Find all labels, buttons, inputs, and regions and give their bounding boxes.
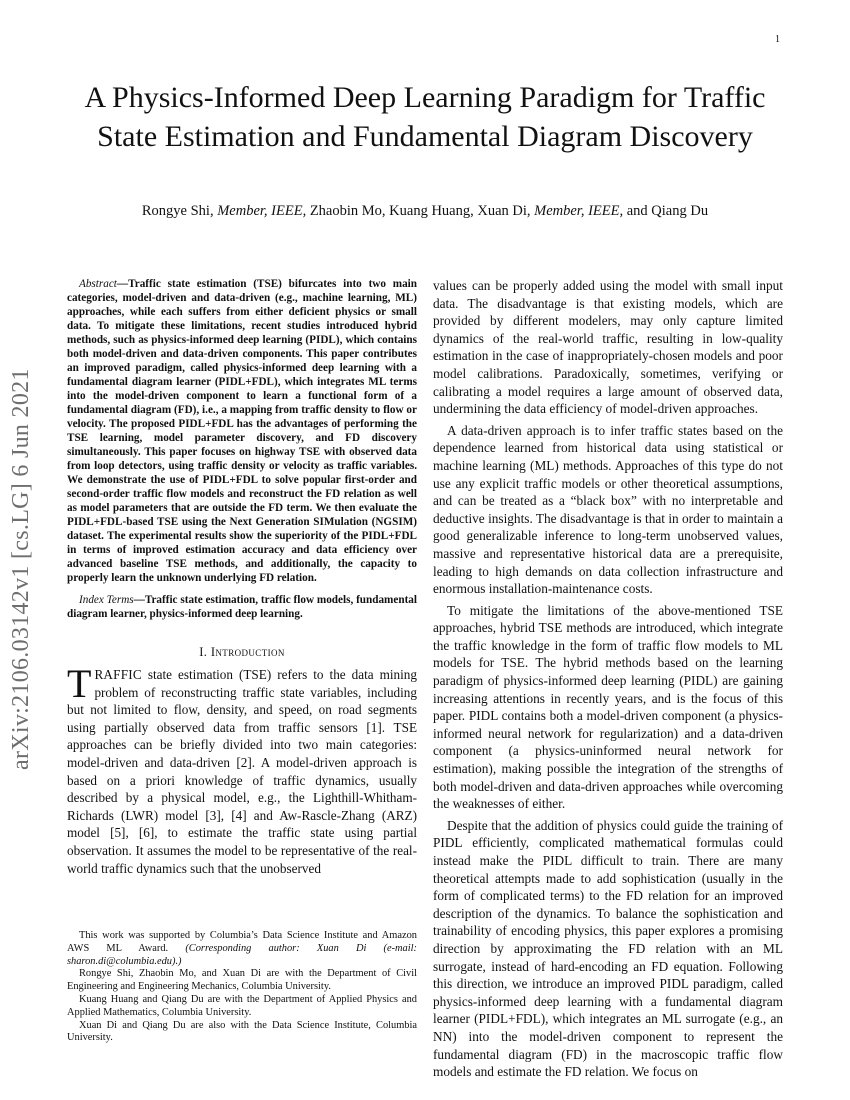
intro-text: state estimation (TSE) refers to the data mining problem of reconstructing traffic state variables, including but not limited to flow, density, and speed, on road segments using partially observed data from traffic sensors [1]. TSE approaches can be briefly divided into two main categories: model-driven and data-driven [2]. A model-driven approach is based on a priori knowledge of traffic dynamics, usually described by a physical model, e.g., the Lighthill-Whitham-Richards (LWR) model [3], [4] and Aw-Rascle-Zhang (ARZ) model [5], [6], to estimate the traffic state using partial observation. It assumes the model to be representative of the real-world traffic dynamics such that the unobserved: [67, 667, 417, 876]
footnote-affiliation-dsi: Xuan Di and Qiang Du are also with the Data Science Institute, Columbia University.: [67, 1019, 417, 1044]
index-terms-text: —Traffic state estimation, traffic flow models, fundamental diagram learner, physics-informed deep learning.: [67, 594, 417, 620]
intro-first-word: RAFFIC: [94, 667, 142, 682]
abstract-block: [67, 277, 417, 621]
abstract-text: —Traffic state estimation (TSE) bifurcates into two main categories, model-driven and data-driven (e.g., machine learning, ML) approaches, while each suffers from either deficient physics or small data. To mitigate these limitations, recent studies introduced hybrid methods, such as physics-informed deep learning (PIDL), which contains both model-driven and data-driven components. This paper contributes an improved paradigm, called physics-informed deep learning with a fundamental diagram learner (PIDL+FDL), which integrates ML terms into the model-driven component to learn a functional form of a fundamental diagram (FD), i.e., a mapping from traffic density to flow or velocity. The proposed PIDL+FDL has the advantages of performing the TSE learning, model parameter discovery, and FD discovery simultaneously. This paper focuses on highway TSE with observed data from loop detectors, using traffic density or velocity as traffic variables. We demonstrate the use of PIDL+FDL to solve popular first-order and second-order traffic flow models and reconstruct the FD relation as well as model parameters that are outside the FD term. We then evaluate the PIDL+FDL-based TSE using the Next Generation SIMulation (NGSIM) dataset. The experimental results show the superiority of the PIDL+FDL in terms of improved estimation accuracy and data efficiency over advanced baseline TSE methods, and additionally, the capacity to properly learn the unknown underlying FD relation.: [67, 278, 417, 584]
footnote-funding: [67, 930, 417, 968]
body-paragraph: A data-driven approach is to infer traffic states based on the dependence learned from historical data using statistical or machine learning (ML) methods. Approaches of this type do not use any explicit traffic models or other theoretical assumptions, and can be treated as a “black box” with no interpretable and deductive insights. The disadvantage is that in order to maintain a good generalizable inference to long-term unobserved values, massive and representative historical data are a prerequisite, leading to high demands on data collection infrastructure and enormous installation-maintenance costs.: [433, 422, 783, 597]
author-membership: Member, IEEE,: [217, 203, 307, 219]
arxiv-identifier-stamp: arXiv:2106.03142v1 [cs.LG] 6 Jun 2021: [8, 368, 34, 770]
intro-paragraph: [67, 661, 417, 877]
body-paragraph: values can be properly added using the model with small input data. The disadvantage is that existing models, which are provided by different modelers, may only capture limited dynamics of the real-world traffic, resulting in low-quality estimation in the case of inappropriately-chosen models and poor model calibrations. Paradoxically, sometimes, verifying or calibrating a model requires a large amount of observed data, undermining the data efficiency of model-driven approaches.: [433, 278, 783, 417]
index-terms-label: Index Terms: [79, 594, 134, 606]
author-rongye-shi: Rongye Shi,: [141, 203, 214, 219]
author-qiang-du: and Qiang Du: [626, 203, 709, 219]
paper-title: A Physics-Informed Deep Learning Paradigm for Traffic State Estimation and Fundamental Diagram Discovery: [84, 81, 766, 153]
footnote-affiliation-applied-physics: Kuang Huang and Qiang Du are with the Department of Applied Physics and Applied Mathematics, Columbia University.: [67, 993, 417, 1018]
section-heading-introduction: [67, 645, 417, 660]
drop-cap: T: [67, 661, 92, 706]
left-column: [67, 277, 417, 881]
right-column: [433, 277, 783, 1085]
abstract-label: Abstract: [79, 278, 117, 290]
footnote-affiliation-civil: Rongye Shi, Zhaobin Mo, and Xuan Di are with the Department of Civil Engineering and Engineering Mechanics, Columbia University.: [67, 968, 417, 993]
introduction-body: [67, 661, 417, 877]
author-line: [70, 203, 780, 220]
footnote-funding-text: This work was supported by Columbia’s Data Science Institute and Amazon AWS ML Award.: [67, 930, 417, 954]
body-paragraph: Despite that the addition of physics could guide the training of PIDL efficiently, complicated mathematical formulas could instead make the PIDL difficult to train. There are many theoretical attempts made to add sophistication (usually in the form of complicated terms) to the FD relation for an improved description of the dynamics. To balance the sophistication and trainability of encoding physics, this paper explores a promising direction by approximating the FD relation with an ML surrogate, instead of hard-encoding an FD equation. Following this direction, we introduce an improved PIDL paradigm, called physics-informed deep learning with a fundamental diagram learner (PIDL+FDL), which integrates an ML surrogate (e.g., an NN) into the model-driven component to represent the fundamental diagram (FD) in the macroscopic traffic flow models and estimate the FD relation. We focus on: [433, 817, 783, 1080]
footnotes: [67, 930, 417, 1045]
page-number: 1: [775, 34, 780, 45]
section-name: Introduction: [210, 645, 285, 659]
index-terms-paragraph: [67, 593, 417, 621]
section-numeral: I.: [199, 645, 211, 659]
author-group: Zhaobin Mo, Kuang Huang, Xuan Di,: [309, 203, 531, 219]
author-membership: Member, IEEE,: [534, 203, 624, 219]
abstract-paragraph: [67, 277, 417, 585]
body-paragraph: To mitigate the limitations of the above-mentioned TSE approaches, hybrid TSE methods are introduced, which integrate the traffic knowledge in the form of traffic flow models to ML models for TSE. The hybrid methods based on the learning paradigm of physics-informed deep learning (PIDL) are gaining increasing attentions in recently years, and is the focus of this paper. PIDL contains both a model-driven component (a physics-informed neural network for regularization) and a data-driven component (a physics-uninformed neural network for estimation), making possible the integration of the strengths of both model-driven and data-driven approaches while overcoming the weaknesses of either.: [433, 602, 783, 812]
footnote-corresponding-author: (Corresponding author: Xuan Di (e-mail: sharon.di@columbia.edu).): [67, 942, 417, 967]
